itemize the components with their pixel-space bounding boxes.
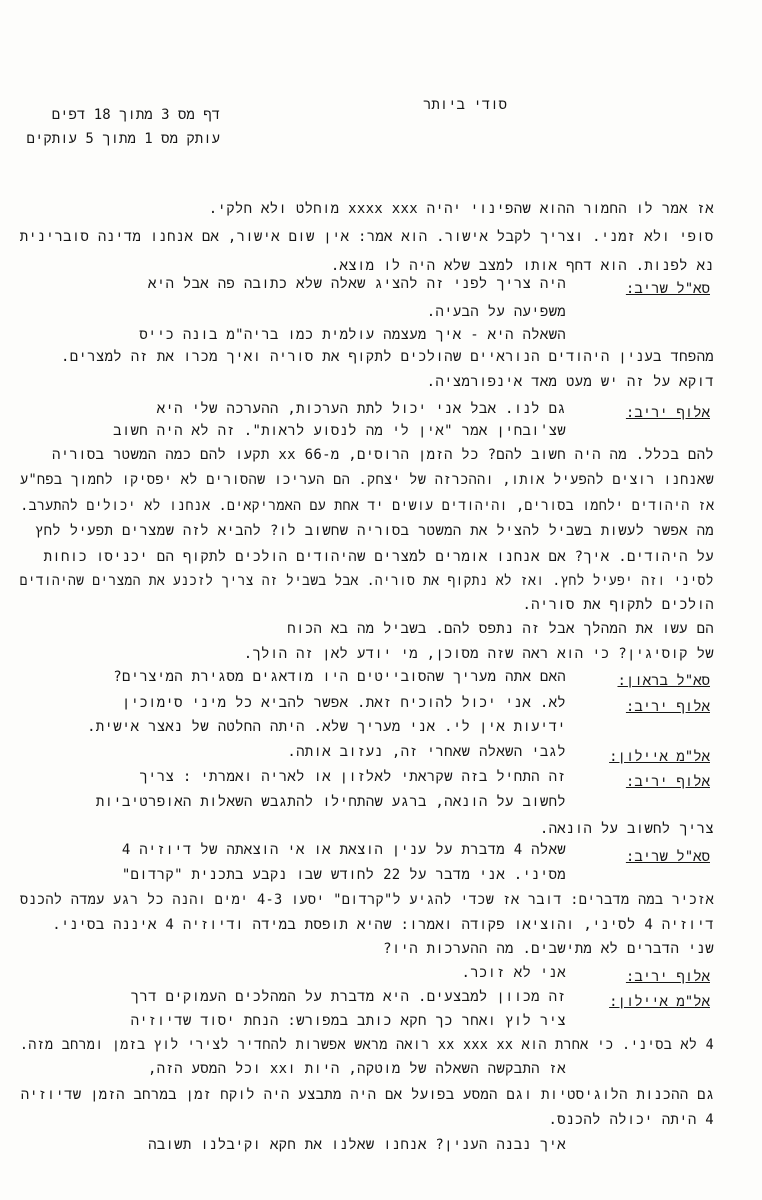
text-line: אזכיר במה מדברים: דובר אז שכדי להגיע ל"קרדום" יסעו 4-3 ימים והנה כל רגע עמדה להכנס <box>19 892 714 908</box>
text-line: שצ'ובחין אמר "אין לי מה לנסוע לראות". זה לא היה חשוב <box>113 423 566 439</box>
text-line: זה מכוון למבצעים. היא מדברת על המהלכים העמוקים דרך <box>130 989 566 1005</box>
text-line: הולכים לתקוף את סוריה. <box>522 597 714 613</box>
speaker-label: אל"מ איילון: <box>609 749 710 765</box>
text-line: גם ההכנות הלוגיסטיות וגם המסע בפועל אם היה מתבצע היה לוקח זמן במרחב הזמן שדיוזיה <box>20 1087 714 1103</box>
text-line: השאלה היא - איך מעצמה עולמית כמו בריה"מ בונה כייס <box>139 327 566 343</box>
text-line: מסיני. אני מדבר על 22 לחודש שבו נקבע בתכנית "קרדום" <box>121 867 566 883</box>
text-line: ציר לוץ ואחר כך חקא כותב במפורש: הנחת יסוד שדיוזיה <box>130 1013 566 1029</box>
text-line: גם לנו. אבל אני יכול לתת הערכות, ההערכה שלי היא <box>156 401 566 417</box>
speaker-label: סא"ל שריב: <box>625 849 710 865</box>
text-line: אני לא זוכר. <box>461 965 566 981</box>
speaker-label: סא"ל שריב: <box>625 281 710 297</box>
speaker-label: אלוף יריב: <box>625 774 710 790</box>
text-line: דוקא על זה יש מעט מאד אינפורמציה. <box>426 374 714 390</box>
text-line: הם עשו את המהלך אבל זה נתפס להם. בשביל מה בא הכוח <box>287 621 714 637</box>
text-line: צריך לחשוב על הונאה. <box>539 821 714 837</box>
text-line: לחשוב על הונאה, ברגע שהתחילו להתגבש השאלות האופרטיביות <box>95 794 566 810</box>
text-line: שאנחנו רוצים להפעיל אותו, וההכרזה של יצחק. הם העריכו שהסורים לא יפסיקו לחמוך בפח"ע <box>20 472 714 488</box>
text-line: האם אתה מעריך שהסובייטים היו מודאגים מסגירת המיצרים? <box>113 669 566 685</box>
text-line: 4 לא בסיני. כי אחרת הוא xx xxx xx רואה מראש אפשרות להחדיר לצירי לוץ בזמן ומרחב מזה. <box>19 1037 714 1053</box>
speaker-label: סא"ל בראון: <box>617 673 710 689</box>
text-line: לא. אני יכול להוכיח זאת. אפשר להביא כל מיני סימוכין <box>121 695 566 711</box>
text-line: זה התחיל בזה שקראתי לאלזון או לאריה ואמרתי : צריך <box>139 769 566 785</box>
text-line: על היהודים. איך? אם אנחנו אומרים למצרים שהיהודים הולכים לתקוף הם יכניסו כוחות <box>43 549 714 565</box>
classification-label: סודי ביותר <box>422 97 507 113</box>
speaker-label: אלוף יריב: <box>625 969 710 985</box>
text-line: ידיעות אין לי. אני מעריך שלא. היתה החלטה של נאצר אישית. <box>87 719 566 735</box>
speaker-label: אלוף יריב: <box>625 699 710 715</box>
text-line: אז התבקשה השאלה של מוטקה, היות וxx וכל המסע הזה, <box>147 1061 566 1077</box>
text-line: להם בכלל. מה היה חשוב להם? כל הזמן הרוסים, מ-66 xx תקעו להם כמה המשטר בסוריה <box>52 447 714 463</box>
text-line: נא לפנות. הוא דחף אותו למצב שלא היה לו מוצא. <box>330 258 714 274</box>
page-count-line: דף מס 3 מתוך 18 דפים <box>51 107 220 123</box>
text-line: לגבי השאלה שאחרי זה, נעזוב אותה. <box>287 744 566 760</box>
text-line: משפיעה על הבעיה. <box>426 304 566 320</box>
speaker-label: אל"מ איילון: <box>609 994 710 1010</box>
speaker-label: אלוף יריב: <box>625 405 710 421</box>
text-line: של קוסיגין? כי הוא ראה שזה מסוכן, מי יודע לאן זה הולך. <box>243 646 714 662</box>
text-line: לסיני וזה יפעיל לחץ. ואז לא נתקוף את סוריה. אבל בשביל זה צריך לזכנע את המצרים שהיהודים <box>19 573 714 589</box>
text-line: מהפחד בענין היהודים הנוראיים שהולכים לתקוף את סוריה ואיך מכרו את זה למצרים. <box>61 349 714 365</box>
text-line: דיוזיה 4 לסיני, והוציאו פקודה ואמרו: שהיא תופסת במידה ודיוזיה 4 איננה בסיני. <box>52 917 714 933</box>
text-line: שני הדברים לא מתישבים. מה ההערכות היו? <box>383 941 714 957</box>
text-line: אז היהודים ילחמו בסורים, והיהודים עושים יד אחת עם האמריקאים. אנחנו לא יכולים להתערב. <box>19 498 714 514</box>
text-line: אז אמר לו החמור ההוא שהפינוי יהיה xxxx xxx מוחלט ולא חלקי. <box>208 201 714 217</box>
copy-count-line: עותק מס 1 מתוך 5 עותקים <box>26 131 220 147</box>
text-line: איך נבנה הענין? אנחנו שאלנו את חקא וקיבלנו תשובה <box>148 1137 566 1153</box>
text-line: שאלה 4 מדברת על ענין הוצאת או אי הוצאתה של דיוזיה 4 <box>121 842 566 858</box>
text-line: היה צריך לפני זה להציג שאלה שלא כתובה פה אבל היא <box>148 276 566 292</box>
text-line: מה אפשר לעשות בשביל להציל את המשטר בסוריה שחשוב לו? להביא לזה שמצרים תפעיל לחץ <box>34 523 714 539</box>
text-line: 4 היתה יכולה להכנס. <box>548 1112 714 1128</box>
text-line: סופי ולא זמני. וצריך לקבל אישור. הוא אמר: אין שום אישור, אם אנחנו מדינה סוברינית <box>20 229 714 245</box>
